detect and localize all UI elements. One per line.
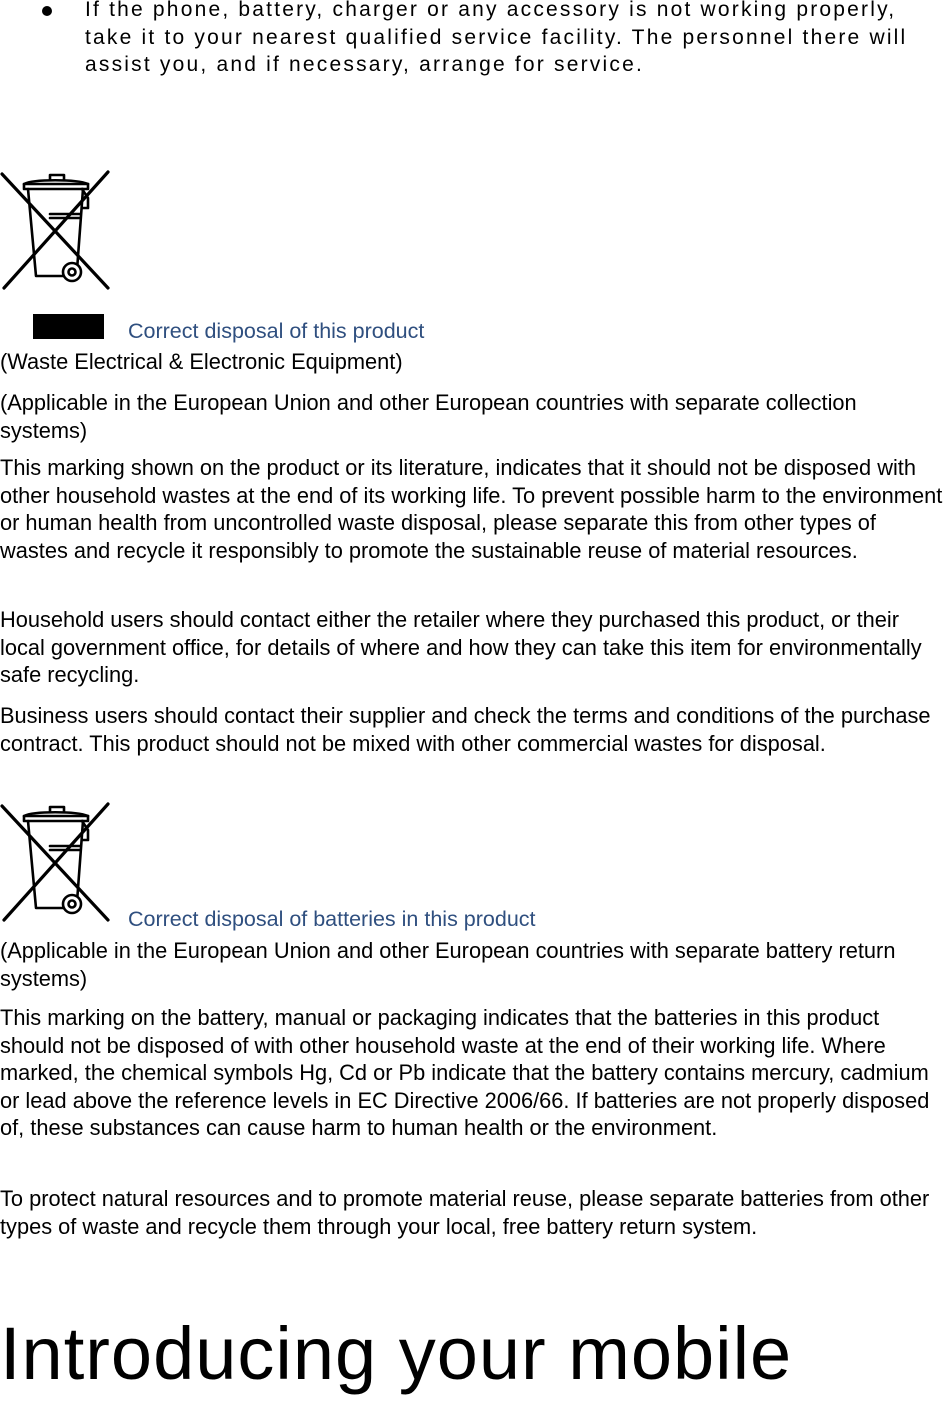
crossed-out-wheelie-bin-icon: [0, 168, 115, 293]
product-applicability: (Applicable in the European Union and other European countries with separate collection systems): [0, 390, 857, 443]
crossed-out-wheelie-bin-icon: [0, 800, 115, 925]
battery-disposal-heading: Correct disposal of batteries in this product: [128, 907, 536, 931]
battery-paragraph-marking: This marking on the battery, manual or packaging indicates that the batteries in this product should not be disposed of with other household waste at the end of their working life. Where marked, the chemical symbols Hg, Cd or Pb indicate that the battery contains mercury, cadmium or lead above the reference levels in EC Directive 2006/66. If batteries are not properly disposed of, these substances can cause harm to human health or the environment.: [0, 1005, 930, 1141]
battery-applicability: (Applicable in the European Union and other European countries with separate battery return systems): [0, 938, 896, 991]
product-disposal-heading: Correct disposal of this product: [128, 319, 425, 343]
product-paragraph-marking: This marking shown on the product or its literature, indicates that it should not be disposed with other household wastes at the end of its working life. To prevent possible harm to the environment or human health from uncontrolled waste disposal, please separate this from other types of wastes and recycle it responsibly to promote the sustainable reuse of material resources.: [0, 455, 943, 563]
product-paragraph-household: Household users should contact either the retailer where they purchased this product, or their local government office, for details of where and how they can take this item for environmentally safe recycling.: [0, 607, 922, 688]
service-bullet-text: If the phone, battery, charger or any accessory is not working properly, take it to your nearest qualified service facility. The personnel there will assist you, and if necessary, arrange for service.: [85, 0, 908, 76]
section-title: Introducing your mobile: [0, 1312, 793, 1395]
battery-paragraph-recycle: To protect natural resources and to promote material reuse, please separate batteries from other types of waste and recycle them through your local, free battery return system.: [0, 1186, 930, 1239]
weee-subtitle: (Waste Electrical & Electronic Equipment): [0, 349, 403, 374]
product-paragraph-business: Business users should contact their supplier and check the terms and conditions of the purchase contract. This product should not be mixed with other commercial wastes for disposal.: [0, 703, 931, 756]
bullet-dot: [42, 6, 52, 16]
weee-black-bar: [33, 314, 104, 339]
